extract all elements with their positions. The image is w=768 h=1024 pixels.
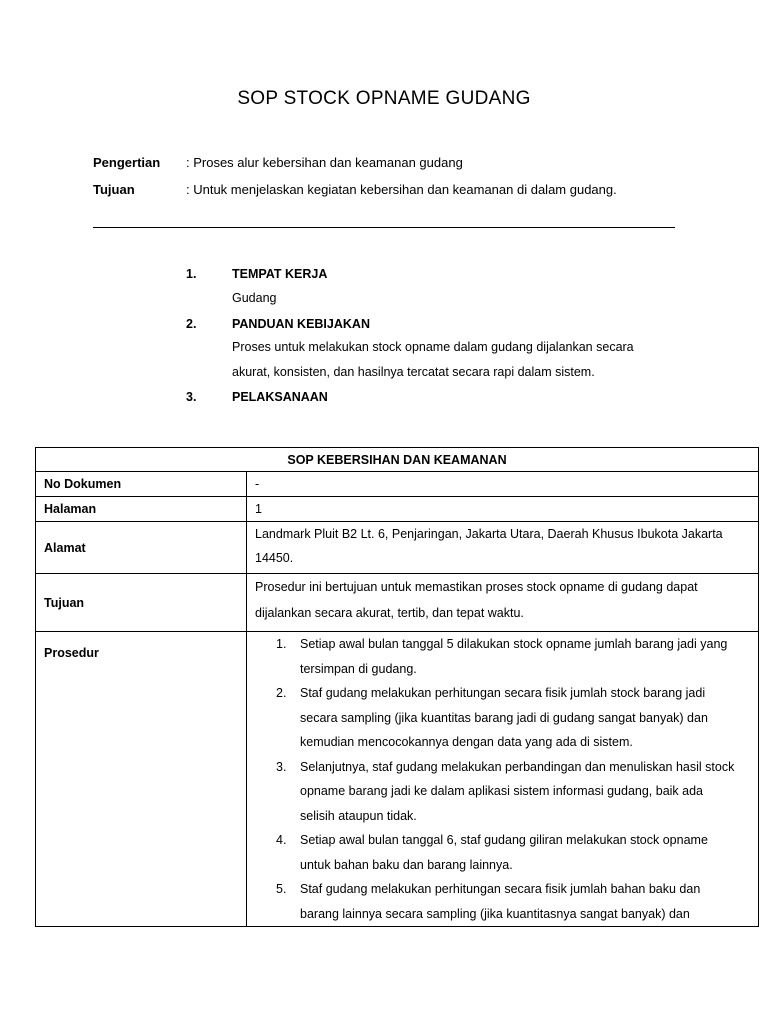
- sop-table: [35, 447, 759, 927]
- list-item-line: secara sampling (jika kuantitas barang jadi di gudang sangat banyak) dan: [300, 710, 708, 725]
- tujuan-table-label: Tujuan: [36, 574, 247, 632]
- page-title: SOP STOCK OPNAME GUDANG: [237, 88, 531, 109]
- prosedur-list: [255, 632, 750, 926]
- section-heading: PANDUAN KEBIJAKAN: [232, 317, 370, 331]
- list-item-line: barang lainnya secara sampling (jika kuantitasnya sangat banyak) dan: [300, 906, 690, 921]
- table-row: [36, 574, 759, 632]
- section-heading: PELAKSANAAN: [232, 390, 328, 404]
- section-heading: TEMPAT KERJA: [232, 267, 328, 281]
- list-item-line: Setiap awal bulan tanggal 6, staf gudang giliran melakukan stock opname: [300, 833, 708, 847]
- alamat-line: Landmark Pluit B2 Lt. 6, Penjaringan, Jakarta Utara, Daerah Khusus Ibukota Jakarta: [255, 527, 723, 541]
- tujuan-line: dijalankan secara akurat, tertib, dan tepat waktu.: [255, 606, 524, 620]
- list-item: [255, 877, 750, 926]
- section-number: 3.: [186, 390, 197, 404]
- table-row: [36, 472, 759, 497]
- list-item-number: 1.: [276, 637, 287, 651]
- list-item-line: Staf gudang melakukan perhitungan secara fisik jumlah bahan baku dan: [300, 882, 701, 896]
- list-item-line: tersimpan di gudang.: [300, 661, 417, 676]
- list-item-line: opname barang jadi ke dalam aplikasi sistem informasi gudang, baik ada: [300, 784, 704, 798]
- section-2-body: [232, 335, 634, 385]
- horizontal-divider: [93, 227, 675, 228]
- tujuan-label: Tujuan: [93, 182, 135, 197]
- table-header: SOP KEBERSIHAN DAN KEAMANAN: [36, 448, 759, 472]
- list-item-line: selisih ataupun tidak.: [300, 808, 417, 823]
- section-line: akurat, konsisten, dan hasilnya tercatat secara rapi dalam sistem.: [232, 365, 595, 379]
- section-1-body: [232, 286, 276, 311]
- pengertian-value: : Proses alur kebersihan dan keamanan gudang: [186, 155, 463, 170]
- list-item-number: 2.: [276, 686, 287, 700]
- section-number: 2.: [186, 317, 197, 331]
- section-number: 1.: [186, 267, 197, 281]
- table-header-row: [36, 448, 759, 472]
- alamat-label: Alamat: [36, 522, 247, 574]
- alamat-line: 14450.: [255, 551, 294, 565]
- table-row: [36, 497, 759, 522]
- table-row: [36, 632, 759, 927]
- list-item-line: untuk bahan baku dan barang lainnya.: [300, 857, 513, 872]
- alamat-value: [247, 522, 759, 574]
- tujuan-table-value: [247, 574, 759, 632]
- tujuan-line: Prosedur ini bertujuan untuk memastikan proses stock opname di gudang dapat: [255, 580, 698, 594]
- table-row: [36, 522, 759, 574]
- list-item-line: Staf gudang melakukan perhitungan secara fisik jumlah stock barang jadi: [300, 686, 706, 700]
- prosedur-label: Prosedur: [36, 632, 247, 927]
- section-line: Gudang: [232, 291, 277, 305]
- tujuan-value: : Untuk menjelaskan kegiatan kebersihan dan keamanan di dalam gudang.: [186, 182, 617, 197]
- list-item-line: Setiap awal bulan tanggal 5 dilakukan stock opname jumlah barang jadi yang: [300, 637, 728, 651]
- list-item-number: 4.: [276, 833, 287, 847]
- section-line: Proses untuk melakukan stock opname dalam gudang dijalankan secara: [232, 340, 634, 354]
- list-item: [255, 681, 750, 755]
- list-item: [255, 755, 750, 829]
- no-dokumen-label: No Dokumen: [36, 472, 247, 497]
- list-item-number: 3.: [276, 759, 287, 774]
- halaman-value: 1: [247, 497, 759, 522]
- pengertian-label: Pengertian: [93, 155, 161, 170]
- no-dokumen-value: -: [247, 472, 759, 497]
- list-item-line: kemudian mencocokannya dengan data yang ada di sistem.: [300, 735, 633, 749]
- list-item: [255, 828, 750, 877]
- halaman-label: Halaman: [36, 497, 247, 522]
- list-item: [255, 632, 750, 681]
- list-item-number: 5.: [276, 882, 287, 896]
- prosedur-value: [247, 632, 759, 927]
- list-item-line: Selanjutnya, staf gudang melakukan perbandingan dan menuliskan hasil stock: [300, 759, 735, 774]
